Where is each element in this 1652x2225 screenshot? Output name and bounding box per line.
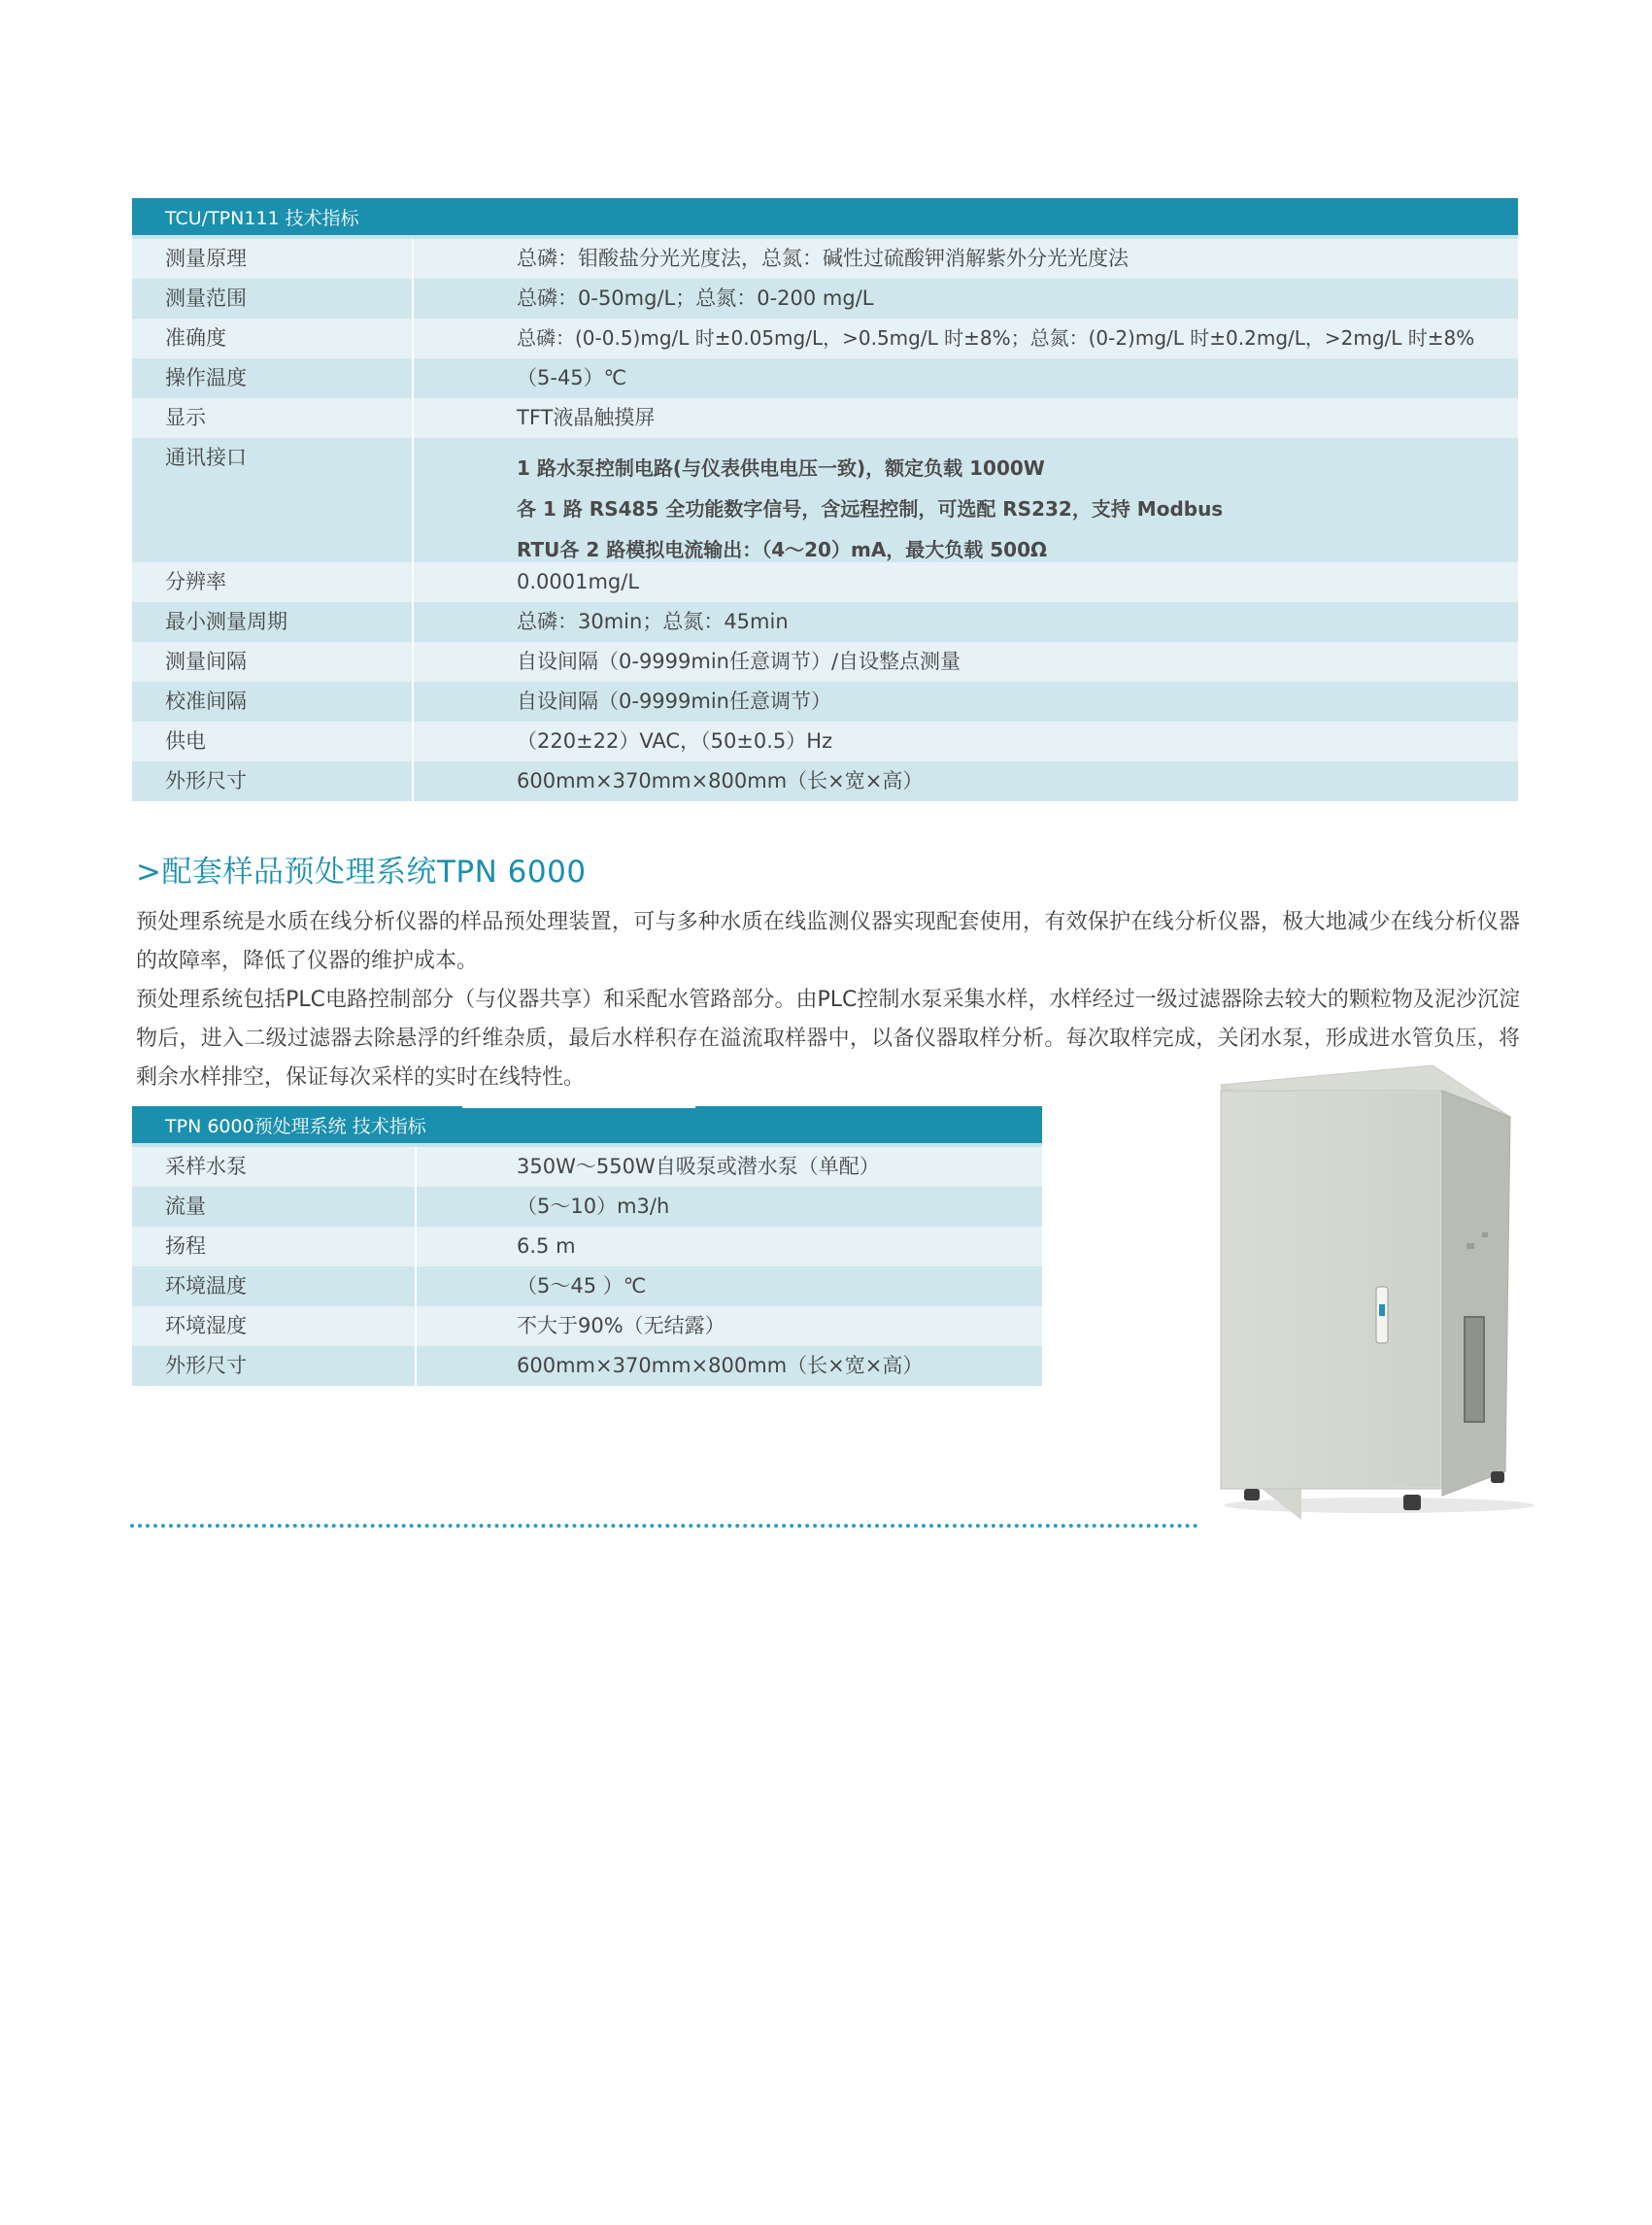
row-value: 总磷：0-50mg/L；总氮：0-200 mg/L: [517, 287, 874, 310]
spec-table-tpn6000: [132, 1106, 1042, 1386]
table-row: [132, 398, 1518, 438]
row-label: 扬程: [132, 1227, 417, 1266]
row-label: 校准间隔: [132, 682, 414, 722]
row-label: 外形尺寸: [132, 761, 414, 801]
row-label: 分辨率: [132, 562, 414, 602]
row-label: 显示: [132, 398, 414, 438]
row-label: 供电: [132, 722, 414, 761]
table-row: [132, 358, 1518, 398]
row-value: （5-45）℃: [517, 366, 627, 389]
row-label: 操作温度: [132, 358, 414, 398]
row-value: 350W～550W自吸泵或潜水泵（单配）: [517, 1155, 880, 1178]
row-value: （5～10）m3/h: [517, 1195, 670, 1218]
row-label: 流量: [132, 1187, 417, 1227]
table-row: [132, 761, 1518, 801]
row-label: 采样水泵: [132, 1147, 417, 1187]
row-value: 总磷：钼酸盐分光光度法，总氮：碱性过硫酸钾消解紫外分光光度法: [517, 247, 1129, 270]
row-label: 准确度: [132, 319, 414, 358]
table-row: [132, 1346, 1042, 1386]
cabinet-image: [1209, 1063, 1544, 1520]
table-row: [132, 682, 1518, 722]
row-value: （220±22）VAC，（50±0.5）Hz: [517, 729, 833, 753]
table-row: [132, 1306, 1042, 1346]
table-row: [132, 1147, 1042, 1187]
table-row: [132, 1227, 1042, 1266]
row-value: 总磷：(0-0.5)mg/L 时±0.05mg/L，>0.5mg/L 时±8%；总氮：(0-2)mg/L 时±0.2mg/L，>2mg/L 时±8%: [517, 326, 1475, 350]
table-row: [132, 1266, 1042, 1306]
table-row: [132, 602, 1518, 642]
table-row: [132, 1187, 1042, 1227]
row-label: 测量间隔: [132, 642, 414, 682]
row-value: 600mm×370mm×800mm（长×宽×高）: [517, 769, 924, 792]
description-paragraph: 预处理系统是水质在线分析仪器的样品预处理装置，可与多种水质在线监测仪器实现配套使用，有效保护在线分析仪器，极大地减少在线分析仪器的故障率，降低了仪器的维护成本。: [136, 910, 1520, 973]
interface-line: 1 路水泵控制电路(与仪表供电电压一致)，额定负载 1000W: [517, 456, 1045, 480]
section-title: >配套样品预处理系统TPN 6000: [136, 855, 587, 890]
row-label: 测量原理: [132, 239, 414, 279]
table-row: [132, 438, 1518, 562]
row-value: 自设间隔（0-9999min任意调节）/自设整点测量: [517, 650, 961, 673]
row-label: 通讯接口: [132, 438, 414, 562]
row-label: 外形尺寸: [132, 1346, 417, 1386]
row-value: 总磷：30min；总氮：45min: [517, 610, 789, 633]
row-label: 测量范围: [132, 279, 414, 319]
row-label: 环境温度: [132, 1266, 417, 1306]
row-value: （5～45 ）℃: [517, 1274, 647, 1298]
table-tab-notch: [462, 1106, 695, 1108]
table-row: [132, 319, 1518, 358]
row-label: 最小测量周期: [132, 602, 414, 642]
description-paragraph: 预处理系统包括PLC电路控制部分（与仪器共享）和采配水管路部分。由PLC控制水泵采集水样，水样经过一级过滤器除去较大的颗粒物及泥沙沉淀物后，进入二级过滤器去除悬浮的纤维杂质，最后水样积存在溢流取样器中，以备仪器取样分析。每次取样完成，关闭水泵，形成进水管负压，将剩余水样排空，保证每次采样的实时在线特性。: [136, 988, 1520, 1090]
row-value: 不大于90%（无结露）: [517, 1314, 725, 1337]
table-row: [132, 279, 1518, 319]
row-value: TFT液晶触摸屏: [517, 406, 656, 429]
row-value: 600mm×370mm×800mm（长×宽×高）: [517, 1354, 924, 1377]
spec-table-title: TCU/TPN111 技术指标: [132, 198, 1518, 239]
interface-line: 各 1 路 RS485 全功能数字信号，含远程控制，可选配 RS232，支持 Modbus: [517, 497, 1224, 521]
table-row: [132, 562, 1518, 602]
row-value: 自设间隔（0-9999min任意调节）: [517, 690, 831, 713]
row-value: 0.0001mg/L: [517, 570, 640, 593]
row-value: [414, 438, 1518, 562]
row-value: 6.5 m: [517, 1234, 576, 1258]
dotted-divider: [130, 1524, 1198, 1528]
spec-table-title: TPN 6000预处理系统 技术指标: [132, 1106, 1042, 1147]
row-label: 环境湿度: [132, 1306, 417, 1346]
table-row: [132, 239, 1518, 279]
spec-table-tcu-tpn111: [132, 198, 1518, 801]
interface-line: RTU各 2 路模拟电流输出：（4～20）mA，最大负载 500Ω: [517, 538, 1048, 561]
table-row: [132, 722, 1518, 761]
table-row: [132, 642, 1518, 682]
